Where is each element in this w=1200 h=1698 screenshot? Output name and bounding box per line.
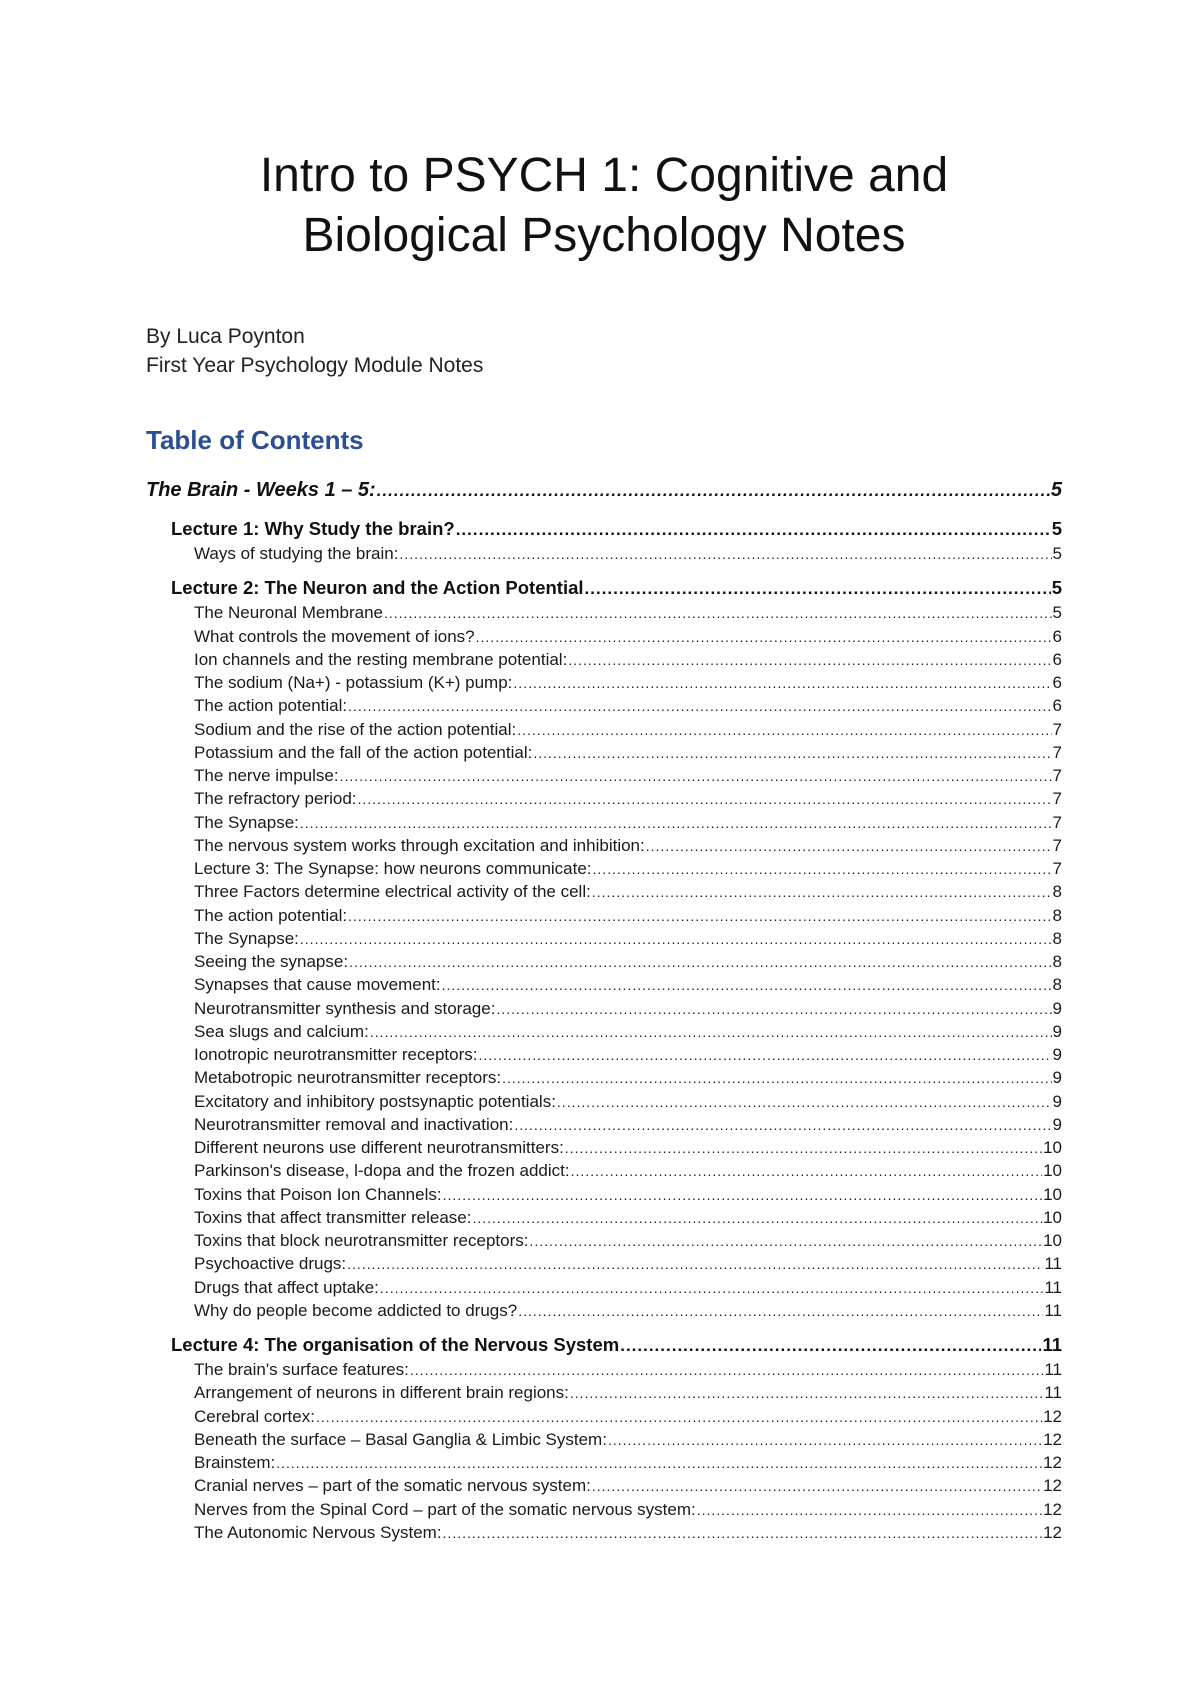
toc-leader-dots <box>697 1499 1042 1522</box>
toc-entry-level-3[interactable] <box>146 1358 1062 1381</box>
document-title <box>146 146 1062 266</box>
toc-entry-page-number: 9 <box>1052 1045 1062 1064</box>
toc-entry-level-3[interactable] <box>146 1252 1062 1275</box>
toc-entry-label: The action potential: <box>194 696 348 716</box>
toc-leader-dots <box>478 1044 1051 1067</box>
toc-entry-label: The Synapse: <box>194 928 299 948</box>
toc-leader-dots <box>399 543 1051 566</box>
toc-entry-level-3[interactable] <box>146 1276 1062 1299</box>
toc-entry-label: The sodium (Na+) - potassium (K+) pump: <box>194 673 513 692</box>
document-subtitle: First Year Psychology Module Notes <box>146 354 484 377</box>
toc-entry-page-number: 9 <box>1052 998 1062 1018</box>
toc-leader-dots <box>570 1382 1043 1405</box>
toc-leader-dots <box>300 928 1052 951</box>
toc-entry-level-3[interactable] <box>146 625 1062 648</box>
toc-entry-level-3[interactable] <box>146 1136 1062 1159</box>
toc-leader-dots <box>443 1522 1043 1545</box>
toc-entry-label: Cranial nerves – part of the somatic nervous system: <box>194 1476 591 1496</box>
toc-entry-page-number: 11 <box>1044 1300 1062 1320</box>
toc-entry-page-number: 11 <box>1044 1383 1062 1403</box>
toc-entry-label: Lecture 3: The Synapse: how neurons communicate: <box>194 859 592 878</box>
toc-entry-label: Why do people become addicted to drugs? <box>194 1300 518 1320</box>
toc-entry-level-3[interactable] <box>146 1043 1062 1066</box>
toc-entry-label: Potassium and the fall of the action potential: <box>194 742 533 762</box>
toc-entry-page-number: 12 <box>1043 1453 1062 1472</box>
toc-entry-level-3[interactable] <box>146 1474 1062 1497</box>
toc-entry-page-number: 5 <box>1050 479 1062 501</box>
toc-entry-label: Neurotransmitter removal and inactivation: <box>194 1114 514 1134</box>
toc-entry-level-3[interactable] <box>146 997 1062 1020</box>
toc-leader-dots <box>646 835 1052 858</box>
toc-entry-label: Ways of studying the brain: <box>194 544 399 563</box>
toc-entry-page-number: 12 <box>1043 1406 1062 1426</box>
toc-entry-page-number: 9 <box>1052 1068 1062 1088</box>
toc-entry-level-3[interactable] <box>146 1521 1062 1544</box>
toc-entry-page-number: 10 <box>1043 1207 1062 1227</box>
toc-entry-page-number: 9 <box>1052 1114 1062 1134</box>
toc-leader-dots <box>349 951 1051 974</box>
toc-leader-dots <box>347 1253 1043 1276</box>
toc-entry-label: Ion channels and the resting membrane potential: <box>194 649 568 669</box>
toc-entry-label: Different neurons use different neurotransmitters: <box>194 1138 564 1157</box>
toc-entry-label: Synapses that cause movement: <box>194 975 441 995</box>
toc-entry-page-number: 5 <box>1051 577 1062 599</box>
toc-entry-page-number: 7 <box>1052 742 1062 762</box>
toc-leader-dots <box>568 649 1051 672</box>
toc-entry-page-number: 12 <box>1043 1522 1062 1542</box>
toc-entry-page-number: 7 <box>1052 789 1062 809</box>
toc-leader-dots <box>316 1406 1042 1429</box>
toc-entry-label: Beneath the surface – Basal Ganglia & Limbic System: <box>194 1429 607 1449</box>
toc-entry-level-3[interactable] <box>146 787 1062 810</box>
toc-leader-dots <box>456 517 1051 543</box>
toc-entry-page-number: 5 <box>1052 603 1062 623</box>
toc-entry-label: The action potential: <box>194 905 348 925</box>
toc-leader-dots <box>300 812 1052 835</box>
byline <box>146 322 483 380</box>
toc-entry-level-3[interactable] <box>146 671 1062 694</box>
toc-entry-label: Sodium and the rise of the action potential: <box>194 719 517 739</box>
toc-entry-page-number: 5 <box>1051 518 1062 539</box>
toc-entry-page-number: 10 <box>1043 1138 1062 1157</box>
toc-entry-level-3[interactable] <box>146 811 1062 834</box>
toc-entry-page-number: 8 <box>1052 952 1062 971</box>
toc-entry-page-number: 6 <box>1052 696 1062 716</box>
toc-entry-level-3[interactable] <box>146 904 1062 927</box>
toc-entry-page-number: 12 <box>1043 1499 1062 1519</box>
toc-entry-level-3[interactable] <box>146 1299 1062 1322</box>
toc-entry-label: Seeing the synapse: <box>194 952 349 971</box>
toc-entry-level-3[interactable] <box>146 542 1062 565</box>
toc-entry-level-3[interactable] <box>146 1405 1062 1428</box>
toc-leader-dots <box>529 1230 1042 1253</box>
toc-entry-label: The refractory period: <box>194 789 357 809</box>
table-of-contents <box>146 474 1062 1544</box>
toc-entry-page-number: 6 <box>1052 673 1062 692</box>
toc-entry-page-number: 10 <box>1043 1184 1062 1204</box>
toc-entry-label: Neurotransmitter synthesis and storage: <box>194 998 496 1018</box>
toc-entry-level-3[interactable] <box>146 880 1062 903</box>
toc-leader-dots <box>514 1114 1051 1137</box>
toc-entry-label: Psychoactive drugs: <box>194 1254 347 1274</box>
toc-leader-dots <box>472 1207 1042 1230</box>
toc-entry-level-3[interactable] <box>146 1381 1062 1404</box>
toc-leader-dots <box>592 1475 1042 1498</box>
toc-entry-level-3[interactable] <box>146 1428 1062 1451</box>
toc-entry-page-number: 12 <box>1043 1476 1062 1496</box>
toc-entry-label: Ionotropic neurotransmitter receptors: <box>194 1045 478 1064</box>
toc-entry-label: What controls the movement of ions? <box>194 626 475 646</box>
toc-entry-label: Toxins that affect transmitter release: <box>194 1207 472 1227</box>
toc-entry-page-number: 7 <box>1052 719 1062 739</box>
toc-entry-page-number: 7 <box>1052 812 1062 832</box>
toc-entry-page-number: 8 <box>1052 905 1062 925</box>
toc-entry-level-3[interactable] <box>146 718 1062 741</box>
toc-leader-dots <box>442 974 1052 997</box>
toc-entry-level-3[interactable] <box>146 1498 1062 1521</box>
toc-leader-dots <box>513 672 1051 695</box>
toc-entry-label: Lecture 1: Why Study the brain? <box>171 518 455 539</box>
toc-entry-label: Arrangement of neurons in different brain regions: <box>194 1383 569 1403</box>
toc-leader-dots <box>620 1333 1041 1359</box>
toc-leader-dots <box>557 1091 1052 1114</box>
toc-leader-dots <box>348 695 1051 718</box>
title-line-1: Intro to PSYCH 1: Cognitive and <box>259 149 949 202</box>
toc-entry-level-3[interactable] <box>146 1090 1062 1113</box>
toc-entry-level-3[interactable] <box>146 601 1062 624</box>
toc-entry-label: The Autonomic Nervous System: <box>194 1522 442 1542</box>
toc-entry-level-1[interactable] <box>146 474 1062 506</box>
toc-leader-dots <box>370 1021 1052 1044</box>
toc-entry-label: The Neuronal Membrane <box>194 603 383 623</box>
toc-entry-page-number: 7 <box>1052 766 1062 785</box>
toc-entry-level-3[interactable] <box>146 1020 1062 1043</box>
toc-entry-page-number: 9 <box>1052 1091 1062 1111</box>
toc-entry-level-3[interactable] <box>146 950 1062 973</box>
toc-entry-level-2[interactable] <box>146 516 1062 542</box>
toc-leader-dots <box>608 1429 1042 1452</box>
toc-entry-label: Excitatory and inhibitory postsynaptic potentials: <box>194 1091 556 1111</box>
toc-entry-page-number: 11 <box>1044 1360 1062 1379</box>
toc-entry-page-number: 9 <box>1052 1021 1062 1041</box>
toc-entry-level-3[interactable] <box>146 1113 1062 1136</box>
author: By Luca Poynton <box>146 325 305 348</box>
toc-entry-level-2[interactable] <box>146 1332 1062 1358</box>
toc-entry-level-3[interactable] <box>146 1183 1062 1206</box>
toc-entry-level-3[interactable] <box>146 1066 1062 1089</box>
toc-entry-label: Toxins that Poison Ion Channels: <box>194 1184 442 1204</box>
toc-entry-page-number: 11 <box>1044 1277 1062 1297</box>
toc-leader-dots <box>358 788 1052 811</box>
toc-leader-dots <box>517 719 1051 742</box>
toc-entry-label: The Brain - Weeks 1 – 5: <box>146 479 376 501</box>
toc-leader-dots <box>276 1452 1042 1475</box>
toc-entry-level-3[interactable] <box>146 694 1062 717</box>
toc-leader-dots <box>502 1067 1051 1090</box>
toc-entry-page-number: 7 <box>1052 859 1062 878</box>
toc-entry-page-number: 8 <box>1052 882 1062 902</box>
toc-entry-level-3[interactable] <box>146 834 1062 857</box>
toc-entry-label: The nerve impulse: <box>194 766 339 785</box>
toc-leader-dots <box>443 1184 1042 1207</box>
toc-leader-dots <box>496 998 1051 1021</box>
toc-leader-dots <box>585 576 1051 602</box>
toc-leader-dots <box>565 1137 1042 1160</box>
toc-entry-label: Parkinson's disease, l-dopa and the frozen addict: <box>194 1161 570 1181</box>
toc-leader-dots <box>380 1277 1043 1300</box>
toc-entry-label: The nervous system works through excitation and inhibition: <box>194 835 645 855</box>
toc-leader-dots <box>593 858 1052 881</box>
toc-entry-page-number: 11 <box>1042 1334 1062 1355</box>
toc-entry-level-3[interactable] <box>146 927 1062 950</box>
toc-entry-level-3[interactable] <box>146 1206 1062 1229</box>
toc-entry-level-3[interactable] <box>146 764 1062 787</box>
toc-entry-page-number: 10 <box>1043 1161 1062 1181</box>
toc-entry-label: Toxins that block neurotransmitter receptors: <box>194 1231 529 1250</box>
toc-leader-dots <box>348 905 1051 928</box>
toc-leader-dots <box>340 765 1052 788</box>
toc-entry-label: Cerebral cortex: <box>194 1406 315 1426</box>
toc-entry-label: The Synapse: <box>194 812 299 832</box>
toc-entry-level-2[interactable] <box>146 575 1062 601</box>
toc-entry-label: Drugs that affect uptake: <box>194 1277 379 1297</box>
toc-leader-dots <box>384 602 1052 625</box>
toc-entry-level-3[interactable] <box>146 857 1062 880</box>
toc-entry-label: Metabotropic neurotransmitter receptors: <box>194 1068 502 1088</box>
toc-entry-level-3[interactable] <box>146 973 1062 996</box>
toc-heading: Table of Contents <box>146 425 364 455</box>
toc-entry-page-number: 6 <box>1052 649 1062 669</box>
toc-entry-page-number: 7 <box>1052 835 1062 855</box>
toc-entry-level-3[interactable] <box>146 1159 1062 1182</box>
toc-entry-label: Three Factors determine electrical activity of the cell: <box>194 882 591 902</box>
toc-leader-dots <box>533 742 1051 765</box>
title-line-2: Biological Psychology Notes <box>302 209 906 262</box>
toc-leader-dots <box>377 475 1050 507</box>
toc-leader-dots <box>592 881 1052 904</box>
toc-leader-dots <box>476 626 1052 649</box>
toc-entry-label: Lecture 4: The organisation of the Nervous System <box>171 1334 620 1355</box>
toc-entry-page-number: 10 <box>1043 1231 1062 1250</box>
toc-entry-label: Lecture 2: The Neuron and the Action Potential <box>171 577 584 599</box>
toc-entry-label: Brainstem: <box>194 1453 276 1472</box>
toc-entry-label: Nerves from the Spinal Cord – part of the somatic nervous system: <box>194 1499 696 1519</box>
toc-leader-dots <box>410 1359 1043 1382</box>
toc-entry-label: Sea slugs and calcium: <box>194 1021 369 1041</box>
toc-entry-level-3[interactable] <box>146 648 1062 671</box>
toc-leader-dots <box>518 1300 1043 1323</box>
toc-entry-page-number: 5 <box>1052 544 1062 563</box>
toc-entry-page-number: 6 <box>1052 626 1062 646</box>
toc-entry-level-3[interactable] <box>146 1451 1062 1474</box>
toc-entry-page-number: 8 <box>1052 975 1062 995</box>
toc-entry-level-3[interactable] <box>146 741 1062 764</box>
toc-leader-dots <box>571 1160 1042 1183</box>
toc-entry-label: The brain's surface features: <box>194 1360 409 1379</box>
toc-entry-page-number: 12 <box>1043 1429 1062 1449</box>
toc-entry-page-number: 8 <box>1052 928 1062 948</box>
toc-entry-level-3[interactable] <box>146 1229 1062 1252</box>
toc-entry-page-number: 11 <box>1044 1254 1062 1274</box>
